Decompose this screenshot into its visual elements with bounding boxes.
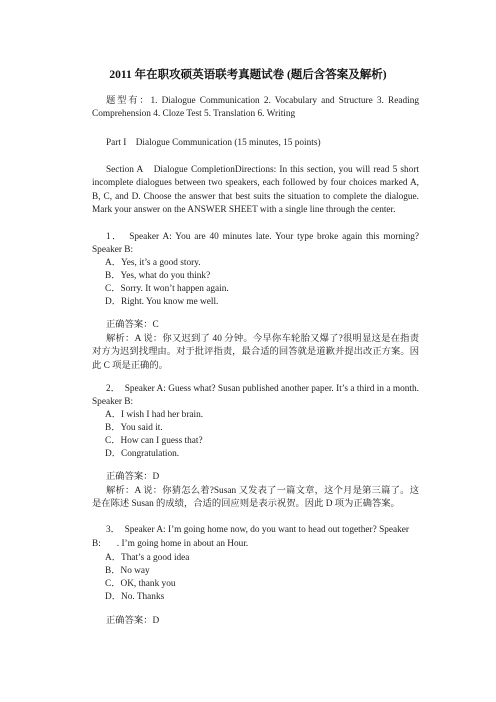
question-types-intro: 题型有：1. Dialogue Communication 2. Vocabulary and Structure 3. Reading Comprehension 4. Cloze Test 5. Translation 6. Writing [92,96,419,120]
document-title: 2011 年在职攻硕英语联考真题试卷 (题后含答案及解析) [109,69,387,81]
question-1-option-c: C．Sorry. It won’t happen again. [105,284,229,294]
question-3-stem-line2 [92,538,248,551]
question-3-option-c: C．OK, thank you [105,579,176,589]
question-2-answer: 正确答案：D [106,472,160,482]
question-3-option-d: D．No. Thanks [105,592,165,602]
question-3-option-b: B．No way [105,566,150,576]
question-1-option-a: A．Yes, it’s a good story. [105,258,201,268]
question-2-option-a: A．I wish I had her brain. [105,410,204,420]
question-1-option-d: D．Right. You know me well. [105,297,219,307]
question-1-answer: 正确答案：C [106,320,159,330]
section-a-directions: Section A Dialogue CompletionDirections: In this section, you will read 5 short incomplete dialogues between two speakers, each followed by four choices marked A, B, C, and D. Choose the answer that best suits the situation to complete the dialogue. Mark your answer on the ANSWER SHEET with a single line through the center. [92,165,419,215]
part-heading: Part I Dialogue Communication (15 minutes, 15 points) [106,138,321,148]
question-2-option-d: D．Congratulation. [105,449,180,459]
question-1-stem: 1． Speaker A: You are 40 minutes late. Your type broke again this morning? Speaker B: [92,232,419,256]
question-2-explanation: 解析：A 说：你猜怎么着?Susan 又发表了一篇文章，这个月是第三篇了。这是在陈述 Susan 的成绩，合适的回应则是表示祝贺。因此 D 项为正确答案。 [92,486,419,510]
question-2-option-c: C．How can I guess that? [105,436,203,446]
question-3-answer: 正确答案：D [106,616,160,626]
question-2-stem: 2． Speaker A: Guess what? Susan published another paper. It’s a third in a month. Speaker B: [92,384,419,408]
question-2-option-b: B．You said it. [105,423,163,433]
question-3-speaker-b: B: [92,539,101,549]
question-1-option-b: B．Yes, what do you think? [105,271,211,281]
question-1-explanation: 解析：A 说：你又迟到了 40 分钟。今早你车轮胎又爆了?很明显这是在指责对方为迟到找理由。对于批评指责，最合适的回答就是道歉并提出改正方案。因此 C 项是正确的。 [92,334,419,371]
question-3-stem-rest: . I’m going home in about an Hour. [116,539,249,549]
question-3-stem-line1: 3． Speaker A: I’m going home now, do you want to head out together? Speaker [106,525,410,535]
question-3-option-a: A．That’s a good idea [105,553,190,563]
